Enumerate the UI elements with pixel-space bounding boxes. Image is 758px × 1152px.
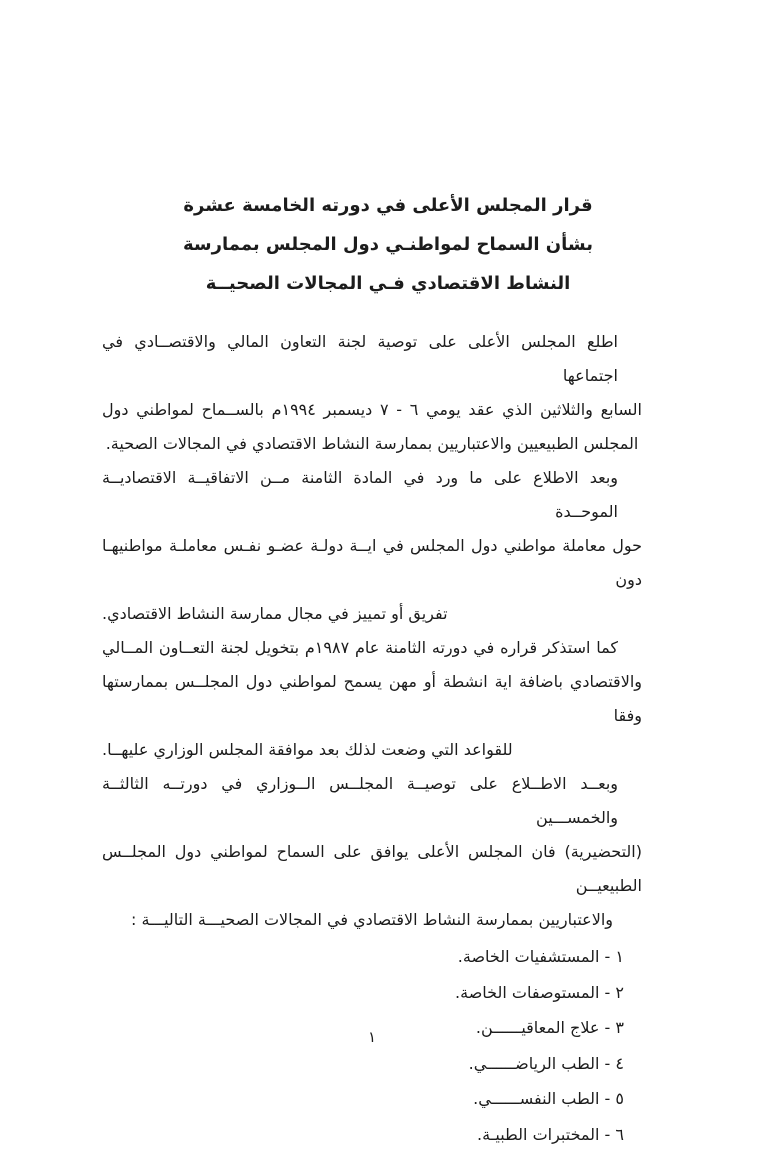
text-line: للقواعد التي وضعت لذلك بعد موافقة المجلس الوزاري عليهــا. xyxy=(102,733,642,767)
text-line: اطلع المجلس الأعلى على توصية لجنة التعاون المالي والاقتصــادي في اجتماعها xyxy=(102,325,642,393)
document-title-block xyxy=(0,0,758,303)
list-item: ٦ - المختبرات الطبيـة. xyxy=(102,1117,642,1152)
list-item: ٢ - المستوصفات الخاصة. xyxy=(102,975,642,1011)
text-line: تفريق أو تمييز في مجال ممارسة النشاط الاقتصادي. xyxy=(102,597,642,631)
page-footer xyxy=(0,1027,744,1046)
text-line: والاقتصادي باضافة اية انشطة أو مهن يسمح لمواطني دول المجلــس بممارستها وفقا xyxy=(102,665,642,733)
text-line: وبعــد الاطــلاع على توصيــة المجلــس الــوزاري في دورتــه الثالثــة والخمســـين xyxy=(102,767,642,835)
document-body xyxy=(102,325,642,937)
page-number: ١ xyxy=(368,1028,376,1046)
text-line: السابع والثلاثين الذي عقد يومي ٦ - ٧ ديسمبر ١٩٩٤م بالســماح لمواطني دول xyxy=(102,393,642,427)
paragraph xyxy=(102,631,642,767)
list-item: ١ - المستشفيات الخاصة. xyxy=(102,939,642,975)
text-line: كما استذكر قراره في دورته الثامنة عام ١٩٨٧م بتخويل لجنة التعــاون المــالي xyxy=(102,631,642,665)
list-item: ٣ - علاج المعاقيــــــن. xyxy=(102,1010,642,1046)
paragraph xyxy=(102,325,642,461)
text-line: (التحضيرية) فان المجلس الأعلى يوافق على السماح لمواطني دول المجلــس الطبيعيــن xyxy=(102,835,642,903)
paragraph xyxy=(102,461,642,631)
title-line: بشأن السماح لمواطنـي دول المجلس بممارسة xyxy=(18,225,758,264)
title-line: النشاط الاقتصادي فـي المجالات الصحيــة xyxy=(18,264,758,303)
list-item: ٥ - الطب النفســــــي. xyxy=(102,1081,642,1117)
text-line: المجلس الطبيعيين والاعتباريين بممارسة النشاط الاقتصادي في المجالات الصحية. xyxy=(102,427,642,461)
list-item: ٤ - الطب الرياضــــــي. xyxy=(102,1046,642,1082)
text-line: حول معاملة مواطني دول المجلس في ايــة دولـة عضـو نفـس معاملـة مواطنيهـا دون xyxy=(102,529,642,597)
title-line: قرار المجلس الأعلى في دورته الخامسة عشرة xyxy=(18,186,758,225)
paragraph xyxy=(102,767,642,937)
text-line: والاعتباريين بممارسة النشاط الاقتصادي في المجالات الصحيـــة التاليـــة : xyxy=(102,903,642,937)
text-line: وبعد الاطلاع على ما ورد في المادة الثامنة مــن الاتفاقيــة الاقتصاديــة الموحــدة xyxy=(102,461,642,529)
